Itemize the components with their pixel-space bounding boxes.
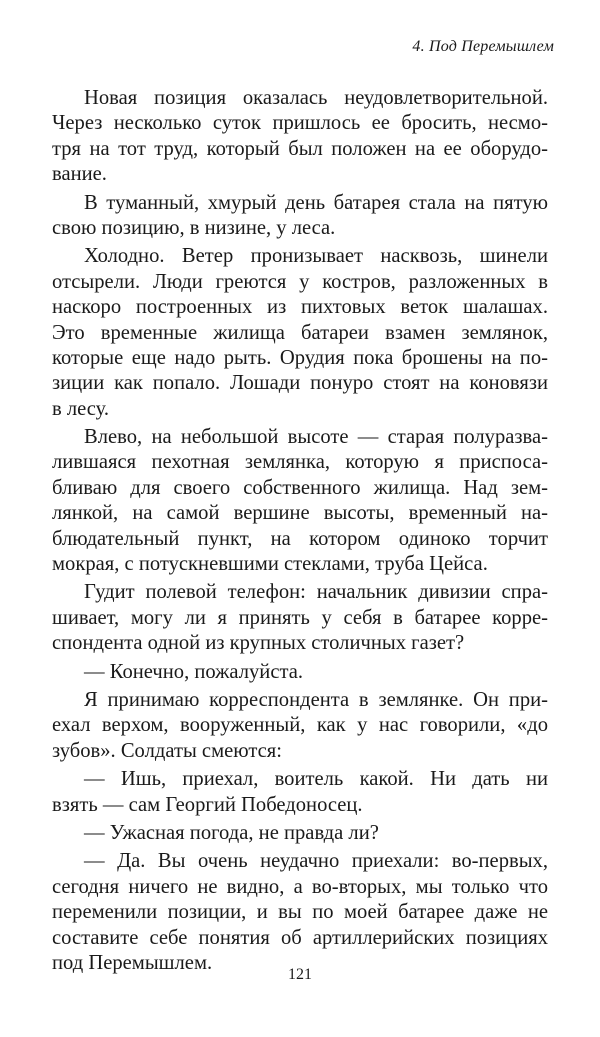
text-line: Влево, на небольшой высоте — старая полуразва-: [84, 426, 548, 449]
text-line: которые еще надо рыть. Орудия пока брошены на по-: [52, 346, 548, 369]
text-line: шивает, могу ли я принять у себя в батарее корре-: [52, 606, 548, 629]
text-line: наскоро построенных из пихтовых веток шалашах.: [52, 296, 548, 319]
running-header: 4. Под Перемышлем: [412, 38, 554, 55]
text-line: свою позицию, в низине, у леса.: [52, 216, 336, 239]
text-line: Холодно. Ветер пронизывает насквозь, шинели: [84, 245, 548, 268]
text-line: под Перемышлем.: [52, 951, 213, 974]
paragraph: [52, 688, 548, 764]
paragraph: [52, 660, 548, 685]
text-line: зубов». Солдаты смеются:: [52, 739, 282, 762]
text-line: сегодня ничего не видно, а во-вторых, мы только что: [52, 875, 548, 898]
text-line: взять — сам Георгий Победоносец.: [52, 793, 363, 816]
text-line: мокрая, с потускневшими стеклами, труба Цейса.: [52, 553, 488, 576]
text-line: бливаю для своего собственного жилища. Над зем-: [52, 476, 548, 499]
text-line: — Ужасная погода, не правда ли?: [84, 821, 379, 844]
text-line: лившаяся пехотная землянка, которую я приспоса-: [52, 451, 548, 474]
text-line: — Конечно, пожалуйста.: [84, 660, 303, 683]
text-line: — Ишь, приехал, воитель какой. Ни дать ни: [84, 768, 548, 791]
paragraph: [52, 849, 548, 976]
text-line: Новая позиция оказалась неудовлетворительной.: [84, 87, 548, 109]
text-line: В туманный, хмурый день батарея стала на пятую: [84, 191, 548, 214]
text-line: блюдательный пункт, на котором одиноко торчит: [52, 527, 548, 550]
paragraph: [52, 86, 548, 188]
text-line: спондента одной из крупных столичных газет?: [52, 632, 465, 655]
paragraph: [52, 580, 548, 656]
paragraph: [52, 767, 548, 818]
text-line: лянкой, на самой вершине высоты, временный на-: [52, 502, 548, 525]
text-line: — Да. Вы очень неудачно приехали: во-первых,: [84, 850, 548, 873]
text-line: вание.: [52, 163, 107, 186]
text-line: Это временные жилища батареи взамен землянок,: [52, 321, 548, 344]
paragraph: [52, 425, 548, 577]
text-line: составите себе понятия об артиллерийских позициях: [52, 926, 548, 949]
text-line: ехал верхом, вооруженный, как у нас говорили, «до: [52, 714, 548, 737]
text-line: тря на тот труд, который был положен на ее оборудо-: [52, 137, 548, 160]
paragraph: [52, 821, 548, 846]
text-line: отсырели. Люди греются у костров, разложенных в: [52, 270, 548, 293]
paragraph: [52, 191, 548, 242]
paragraph: [52, 244, 548, 422]
text-line: Через несколько суток пришлось ее бросить, несмо-: [52, 112, 548, 135]
body-text: [52, 86, 548, 976]
text-line: зиции как попало. Лошади понуро стоят на коновязи: [52, 372, 548, 395]
text-line: Гудит полевой телефон: начальник дивизии спра-: [84, 581, 548, 604]
text-line: переменили позиции, и вы по моей батарее даже не: [52, 901, 548, 924]
text-line: Я принимаю корреспондента в землянке. Он при-: [84, 688, 548, 711]
page-number: 121: [288, 966, 312, 983]
text-line: в лесу.: [52, 397, 110, 420]
